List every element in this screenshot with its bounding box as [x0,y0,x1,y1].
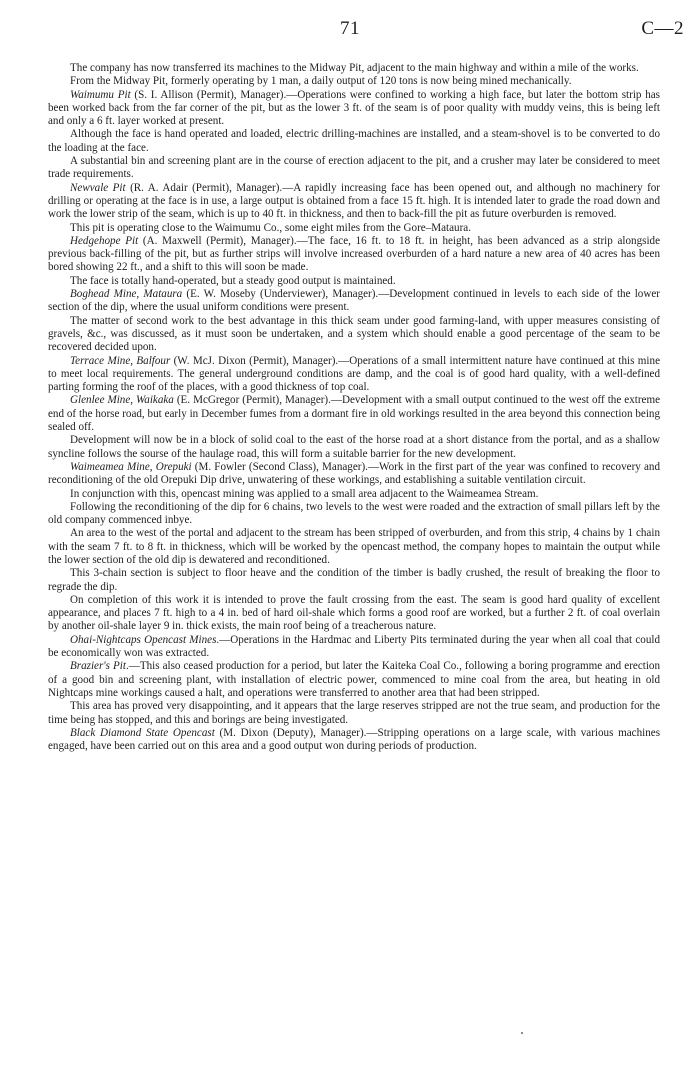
mine-name: Hedgehope Pit [70,234,139,247]
paragraph: Ohai-Nightcaps Opencast Mines.—Operations in the Hardmac and Liberty Pits terminated during the year when all coal that could be economically won was extracted. [48,633,660,660]
mine-name: Waimeamea Mine, Orepuki [70,460,192,473]
paragraph: Boghead Mine, Mataura (E. W. Moseby (Underviewer), Manager).—Development continued in levels to each side of the lower section of the dip, where the usual uniform conditions were present. [48,288,660,314]
paragraph: On completion of this work it is intended to prove the fault crossing from the east. The seam is good hard quality of excellent appearance, and places 7 ft. high to a 4 in. bed of hard oil-shale which forms a good roof are worked, but a further 2 ft. of coal overlain by another oil-shale layer 9 in. thick exists, the main roof being of a treacherous nature. [48,593,660,633]
paragraph: This pit is operating close to the Waimumu Co., some eight miles from the Gore–Mataura. [70,221,471,234]
mine-name: Boghead Mine, Mataura [70,288,183,301]
mine-name: Terrace Mine, Balfour [70,354,171,367]
paragraph: The face is totally hand-operated, but a steady good output is maintained. [70,274,396,287]
page-number: 71 [340,18,360,39]
mine-name: Waimumu Pit [70,88,131,101]
paragraph: Waimeamea Mine, Orepuki (M. Fowler (Second Class), Manager).—Work in the first part of the year was confined to recovery and reconditioning of the old Orepuki Dip drive, unwatering of these workings, and establishing a suitable ventilation circuit. [48,460,660,487]
mine-name: Newvale Pit [70,181,126,194]
paragraph: Hedgehope Pit (A. Maxwell (Permit), Manager).—The face, 16 ft. to 18 ft. in height, has been advanced as a strip alongside previous back-filling of the pit, but as further strips will involve increased overburden of a hard nature a new area of 40 acres has been bored showing 22 ft., and a shift to this will soon be made. [48,234,660,274]
paragraph: The company has now transferred its machines to the Midway Pit, adjacent to the main highway and within a mile of the works. [70,62,639,74]
paragraph: Black Diamond State Opencast (M. Dixon (Deputy), Manager).—Stripping operations on a large scale, with various machines engaged, have been carried out on this area and a good output won during periods of production. [48,726,661,753]
mine-name: Black Diamond State Opencast [70,726,215,739]
paragraph: An area to the west of the portal and adjacent to the stream has been stripped of overburden, and from this strip, 4 chains by 1 chain with the seam 7 ft. to 8 ft. in thickness, which will be worked by the opencast method, the company hopes to maintain the output while the lower section of the old dip is dewatered and reconditioned. [48,527,660,566]
paragraph: Glenlee Mine, Waikaka (E. McGregor (Permit), Manager).—Development with a small output continued to the west off the extreme end of the horse road, but early in December fumes from a dormant fire in old workings resulted in the area beyond this connection being sealed off. [48,394,660,434]
paragraph: The matter of second work to the best advantage in this thick seam under good farming-land, with upper measures consisting of gravels, &c., was discussed, as it must soon be undertaken, and a system which should enable a good percentage of the seam to be recovered decided upon. [48,314,660,354]
section-code: C—2 [641,18,684,39]
page-header [0,18,700,42]
paragraph: This area has proved very disappointing, and it appears that the large reserves stripped are not the true seam, and production for the time being has stopped, and this and borings are being investigated. [48,700,660,726]
paragraph: Waimumu Pit (S. I. Allison (Permit), Manager).—Operations were confined to working a high face, but later the bottom strip has been worked back from the far corner of the pit, but as the lower 3 ft. of the seam is of poor quality with muddy veins, this is being left and only a 6 ft. layer worked at present. [48,88,660,128]
paragraph: From the Midway Pit, formerly operating by 1 man, a daily output of 120 tons is now being mined mechanically. [70,75,572,88]
paragraph: Newvale Pit (R. A. Adair (Permit), Manager).—A rapidly increasing face has been opened out, and although no machinery for drilling or operating at the face is in use, a large output is obtained from a face 15 ft. high. It is intended later to grade the road down and work the lower strip of the seam, which is up to 40 ft. in thickness, and then to back-fill the pit as future overburden is removed. [48,181,661,221]
stray-mark [521,1032,523,1034]
mine-name: Glenlee Mine, Waikaka [70,394,174,407]
body-text [48,62,660,753]
paragraph: A substantial bin and screening plant are in the course of erection adjacent to the pit, and a crusher may later be considered to meet trade requirements. [48,155,660,181]
paragraph: Brazier's Pit.—This also ceased production for a period, but later the Kaiteka Coal Co., following a boring programme and erection of a good bin and screening plant, with installation of electric power, commenced to mine coal from the area, but heating in old Nightcaps mine workings caused a halt, and operations were transferred to another area that had been stripped. [48,660,660,699]
paragraph: Although the face is hand operated and loaded, electric drilling-machines are installed, and a steam-shovel is to be converted to do the loading at the face. [48,128,660,154]
mine-name: Ohai-Nightcaps Opencast Mines [70,633,217,646]
paragraph: Following the reconditioning of the dip for 6 chains, two levels to the west were roaded and the extraction of small pillars left by the old company commenced inbye. [48,500,660,527]
paragraph: Development will now be in a block of solid coal to the east of the horse road at a short distance from the portal, and as a shallow syncline follows the sourse of the haulage road, this will form a suitable barrier for the new development. [48,434,660,460]
paragraph: This 3-chain section is subject to floor heave and the condition of the timber is badly crushed, the result of breaking the floor to regrade the dip. [48,567,660,593]
mine-name: Brazier's Pit [70,660,126,673]
paragraph: In conjunction with this, opencast mining was applied to a small area adjacent to the Waimeamea Stream. [70,487,539,500]
paragraph: Terrace Mine, Balfour (W. McJ. Dixon (Permit), Manager).—Operations of a small intermittent nature have continued at this mine to meet local requirements. The general underground conditions are damp, and the coal is of good hard quality, with a well-defined parting forming the roof of the places, with a good thickness of top coal. [48,354,660,394]
